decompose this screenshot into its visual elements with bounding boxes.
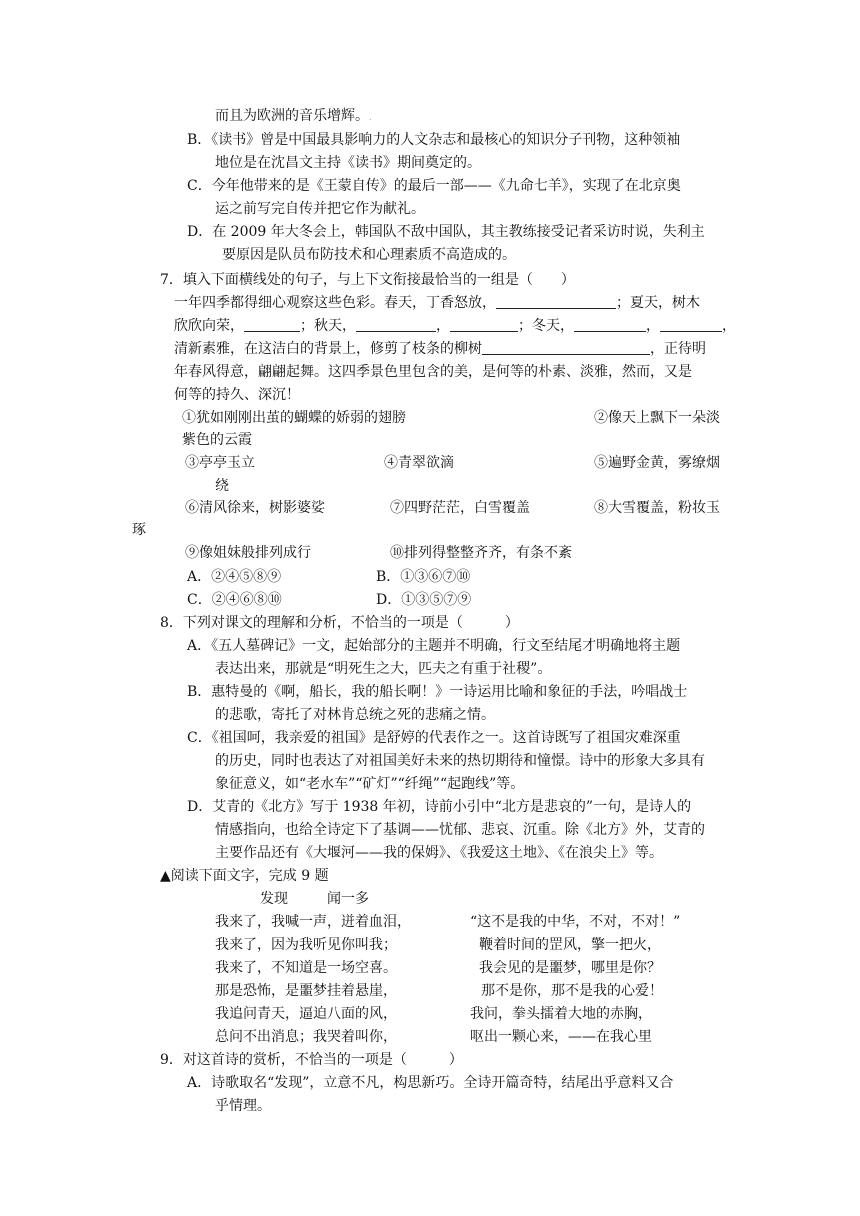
poem-line-right: “这不是我的中华，不对，不对！” [470, 914, 681, 930]
q7-item-4: ④青翠欲滴 [384, 455, 454, 471]
poem-line-right: 鞭着时间的罡风，擎一把火， [479, 937, 661, 953]
poem-line-right: 我问，拳头擂着大地的赤胸， [470, 1006, 652, 1022]
q7-passage-line3: 清新素雅，在这洁白的背景上，修剪了枝条的柳树 ，正待明 [174, 341, 706, 357]
poem-title: 发现 [260, 891, 288, 907]
q7-choice-d: D．①③⑤⑦⑨ [376, 592, 472, 608]
q8-stem: 8．下列对课文的理解和分析，不恰当的一项是（ ） [160, 615, 519, 631]
q8-option-b-line1: B．惠特曼的《啊，船长，我的船长啊！》一诗运用比喻和象征的手法，吟唱战士 [187, 684, 688, 700]
q6-option-d-line1: D．在 2009 年大冬会上，韩国队不敌中国队，其主教练接受记者采访时说，失利主 [187, 224, 705, 240]
q6-option-a-continuation: 而且为欧洲的音乐增辉。. [215, 108, 372, 124]
q6-option-d-line2: 要原因是队员布防技术和心理素质不高造成的。 [222, 247, 516, 263]
q7-item-1: ①犹如刚刚出茧的蝴蝶的娇弱的翅膀 [182, 410, 406, 426]
q7-passage-line1: 一年四季都得细心观察这些色彩。春天，丁香怒放， ；夏天，树木 [174, 295, 700, 311]
poem-line-left: 我追问青天，逼迫八面的风， [215, 1006, 397, 1022]
q7-item-2: ②像天上飘下一朵淡 [594, 410, 720, 426]
q8-option-a-line2: 表达出来，那就是“明死生之大，匹夫之有重于社稷”。 [215, 661, 552, 677]
q8-option-b-line2: 的悲歌，寄托了对林肯总统之死的悲痛之情。 [215, 707, 495, 723]
q9-option-a-line1: A．诗歌取名“发现”，立意不凡，构思新巧。全诗开篇奇特，结尾出乎意料又合 [187, 1075, 674, 1091]
q7-passage-line5: 何等的持久、深沉！ [174, 387, 300, 403]
q7-item-5-continuation: 绕 [215, 478, 229, 494]
q7-blank-4 [450, 317, 518, 332]
poem-line-left: 我来了，我喊一声，迸着血泪， [215, 914, 411, 930]
reading-heading: ▲阅读下面文字，完成 9 题 [160, 868, 329, 884]
q7-blank-7 [482, 340, 650, 355]
q7-item-8: ⑧大雪覆盖，粉妆玉 [594, 500, 720, 516]
poem-line-left: 那是恐怖，是噩梦挂着悬崖， [215, 983, 397, 999]
poem-line-left: 总问不出消息；我哭着叫你， [215, 1029, 397, 1045]
q8-option-d-line2: 情感指向，也给全诗定下了基调——忧郁、悲哀、沉重。除《北方》外，艾青的 [215, 822, 705, 838]
poem-line-right: 那不是你，那不是我的心爱！ [481, 983, 663, 999]
q9-stem: 9．对这首诗的赏析，不恰当的一项是（ ） [160, 1052, 463, 1068]
q7-blank-2 [244, 317, 300, 332]
q8-option-d-line1: D．艾青的《北方》写于 1938 年初，诗前小引中“北方是悲哀的”一句，是诗人的 [187, 799, 692, 815]
q6-option-c-line1: C．今年他带来的是《王蒙自传》的最后一部——《九命七羊》，实现了在北京奥 [187, 178, 681, 194]
q7-item-7: ⑦四野茫茫，白雪覆盖 [390, 500, 530, 516]
poem-author: 闻一多 [327, 891, 369, 907]
q7-blank-1 [496, 294, 616, 309]
q8-option-c-line2: 的历史，同时也表达了对祖国美好未来的热切期待和憧憬。诗中的形象大多具有 [215, 753, 705, 769]
q8-option-c-line1: C．《祖国呵，我亲爱的祖国》是舒婷的代表作之一。这首诗既写了祖国灾难深重 [187, 730, 681, 746]
poem-line-right: 呕出一颗心来，——在我心里 [470, 1029, 652, 1045]
poem-line-left: 我来了，因为我听见你叫我； [215, 937, 397, 953]
q7-item-8-continuation: 琢 [132, 522, 146, 538]
q7-choice-c: C．②④⑥⑧⑩ [187, 592, 282, 608]
q7-item-6: ⑥清风徐来，树影婆娑 [185, 500, 325, 516]
q7-item-3: ③亭亭玉立 [185, 455, 255, 471]
q8-option-a-line1: A．《五人墓碑记》一文，起始部分的主题并不明确，行文至结尾才明确地将主题 [187, 638, 681, 654]
q7-blank-5 [574, 317, 646, 332]
q6-option-c-line2: 运之前写完自传并把它作为献礼。 [215, 201, 425, 217]
q7-blank-6 [660, 317, 722, 332]
q9-option-a-line2: 乎情理。 [215, 1098, 271, 1114]
poem-line-right: 我会见的是噩梦，哪里是你？ [479, 960, 661, 976]
q7-choice-b: B．①③⑥⑦⑩ [376, 569, 471, 585]
q6-option-b-line1: B．《读书》曾是中国最具影响力的人文杂志和最核心的知识分子刊物，这种领袖 [187, 132, 681, 148]
q7-passage-line4: 年春风得意，翩翩起舞。这四季景色里包含的美，是何等的朴素、淡雅，然而，又是 [174, 364, 692, 380]
q7-passage-line2: 欣欣向荣， ；秋天， ， ；冬天， ， ， [174, 318, 736, 334]
q6-option-b-line2: 地位是在沈昌文主持《读书》期间奠定的。 [215, 155, 481, 171]
q7-item-9: ⑨像姐妹般排列成行 [185, 545, 311, 561]
q7-choice-a: A．②④⑤⑧⑨ [187, 569, 282, 585]
q7-item-5: ⑤遍野金黄，雾缭烟 [594, 455, 720, 471]
poem-line-left: 我来了，不知道是一场空喜。 [215, 960, 397, 976]
q8-option-c-line3: 象征意义，如“老水车”“矿灯”“纤绳”“起跑线”等。 [215, 776, 525, 792]
q7-stem: 7．填入下面横线处的句子，与上下文衔接最恰当的一组是（ ） [160, 272, 575, 288]
q7-item-2-continuation: 紫色的云霞 [182, 432, 252, 448]
q8-option-d-line3: 主要作品还有《大堰河——我的保姆》、《我爱这土地》、《在浪尖上》等。 [215, 845, 663, 861]
q7-item-10: ⑩排列得整整齐齐，有条不紊 [390, 545, 572, 561]
q7-blank-3 [356, 317, 436, 332]
